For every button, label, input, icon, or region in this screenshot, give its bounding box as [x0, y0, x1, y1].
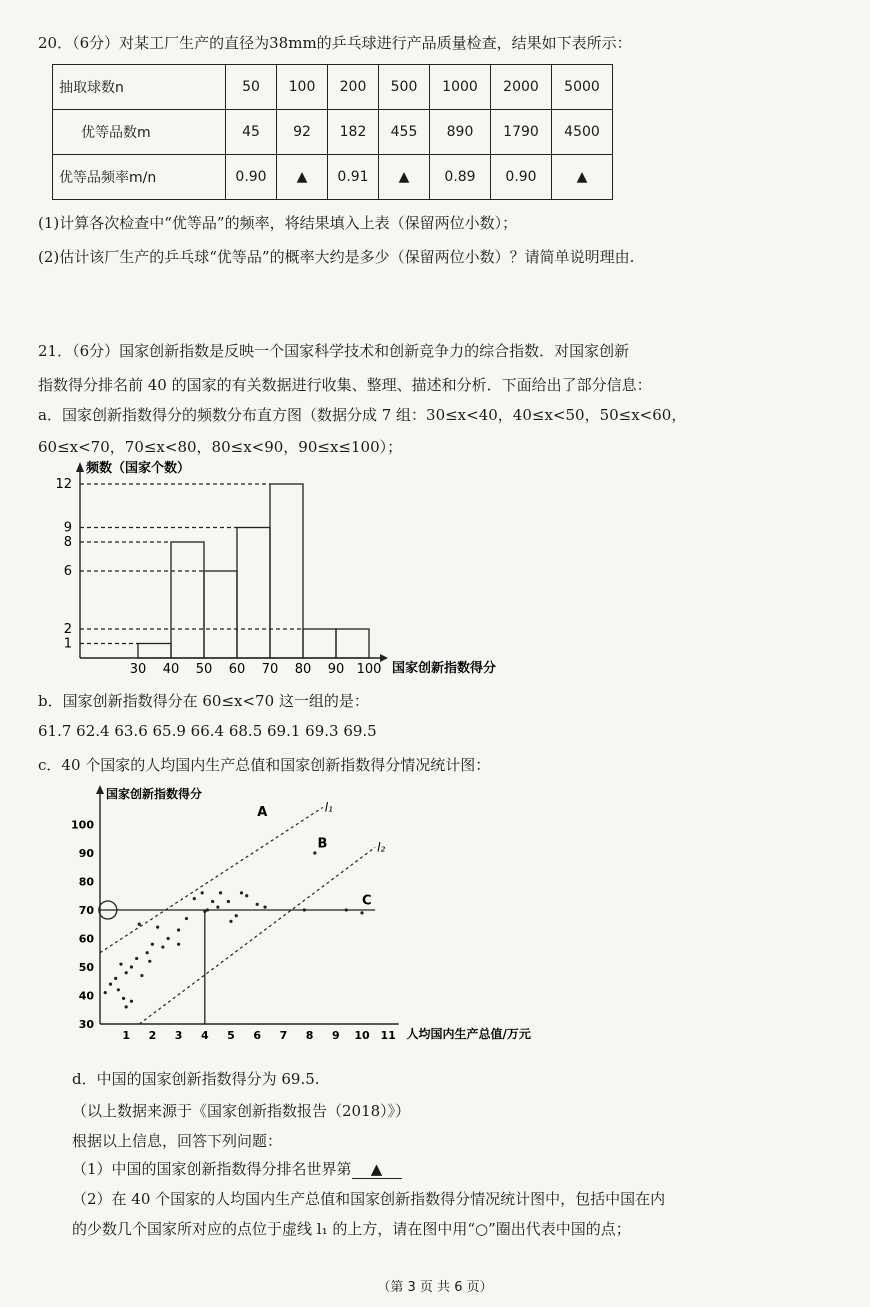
- table-cell: 2000: [491, 65, 552, 110]
- line-label: l₁: [324, 800, 333, 815]
- scatter-point: [125, 1005, 128, 1008]
- x-axis-arrow: [380, 654, 388, 662]
- scatter-point: [130, 1000, 133, 1003]
- y-axis-arrow: [96, 785, 104, 794]
- point-label: C: [362, 893, 372, 909]
- q20-table: [52, 64, 613, 200]
- x-axis-label: 人均国内生产总值/万元: [406, 1027, 531, 1041]
- scatter-point: [211, 900, 214, 903]
- x-tick-label: 2: [148, 1029, 157, 1042]
- scatter-point: [138, 923, 141, 926]
- scatter-point: [148, 960, 151, 963]
- table-cell: 500: [379, 65, 430, 110]
- y-tick-label: 1: [63, 636, 72, 652]
- reference-line: [139, 847, 375, 1024]
- answer-blank[interactable]: ▲: [379, 155, 430, 200]
- scatter-point: [203, 910, 206, 913]
- x-tick-label: 5: [227, 1029, 235, 1042]
- q20-title: 20．（6分）对某工厂生产的直径为38mm的乒乓球进行产品质量检查，结果如下表所示：: [38, 34, 632, 52]
- histogram-bar: [270, 484, 303, 658]
- scatter-point: [245, 894, 248, 897]
- table-cell: 1790: [491, 110, 552, 155]
- point-label: B: [317, 836, 328, 852]
- table-cell: 0.89: [430, 155, 491, 200]
- scatter-point: [130, 965, 133, 968]
- histogram-bar: [138, 644, 171, 659]
- scatter-point: [303, 908, 306, 911]
- y-tick-label: 2: [63, 622, 72, 637]
- x-tick-label: 100: [356, 662, 382, 677]
- scatter-point: [313, 851, 316, 854]
- x-tick-label: 11: [380, 1029, 396, 1042]
- y-tick-label: 9: [63, 520, 72, 536]
- x-tick-label: 40: [162, 662, 180, 677]
- table-cell: 92: [277, 110, 328, 155]
- q20-part1: (1)计算各次检查中“优等品”的频率，将结果填入上表（保留两位小数）；: [38, 214, 518, 232]
- scatter-point: [229, 920, 232, 923]
- scatter-point: [117, 988, 120, 991]
- q21-part1: [72, 1158, 402, 1179]
- q21-a-line2: 60≤x<70，70≤x<80，80≤x<90，90≤x≤100）；: [38, 438, 403, 456]
- x-tick-label: 4: [200, 1029, 209, 1042]
- scatter-point: [146, 951, 149, 954]
- scatter-point: [256, 903, 259, 906]
- table-cell: 182: [328, 110, 379, 155]
- scatter-point: [193, 897, 196, 900]
- table-cell: 50: [226, 65, 277, 110]
- q21-c-text: c．40 个国家的人均国内生产总值和国家创新指数得分情况统计图：: [38, 756, 491, 774]
- x-tick-label: 6: [253, 1029, 262, 1042]
- q21-intro-line1: 21．（6分）国家创新指数是反映一个国家科学技术和创新竞争力的综合指数．对国家创新: [38, 342, 630, 360]
- scatter-point: [235, 914, 238, 917]
- scatter-point: [345, 908, 348, 911]
- scatter-point: [151, 943, 154, 946]
- scatter-point: [219, 891, 222, 894]
- q21-a-line1: a．国家创新指数得分的频数分布直方图（数据分成 7 组：30≤x<40，40≤x<50，50≤x<60，: [38, 406, 687, 424]
- x-tick-label: 8: [305, 1029, 314, 1042]
- scatter-point: [201, 891, 204, 894]
- scatter-point: [177, 943, 180, 946]
- scatter-point: [104, 991, 107, 994]
- table-cell: 1000: [430, 65, 491, 110]
- scatter-point: [114, 977, 117, 980]
- scatter-point: [167, 937, 170, 940]
- table-row: [53, 110, 613, 155]
- table-cell: 200: [328, 65, 379, 110]
- q21-intro-line2: 指数得分排名前 40 的国家的有关数据进行收集、整理、描述和分析．下面给出了部分信息：: [38, 376, 652, 394]
- x-tick-label: 1: [122, 1029, 131, 1042]
- table-cell: 0.90: [226, 155, 277, 200]
- y-axis-label: 国家创新指数得分: [106, 787, 203, 801]
- scatter-point: [216, 906, 219, 909]
- scatter-point: [263, 906, 266, 909]
- histogram-bar: [171, 542, 204, 658]
- table-row: [53, 155, 613, 200]
- y-tick-label: 6: [63, 564, 72, 579]
- scatter-point: [156, 926, 159, 929]
- table-cell: 0.90: [491, 155, 552, 200]
- scatter-point: [177, 928, 180, 931]
- line-label: l₂: [377, 840, 386, 855]
- q21-d-text: d．中国的国家创新指数得分为 69.5.: [72, 1070, 320, 1088]
- q21-ask: 根据以上信息，回答下列问题：: [72, 1132, 283, 1150]
- y-axis-arrow: [76, 462, 84, 472]
- page-footer: （第 3 页 共 6 页）: [377, 1280, 493, 1295]
- x-tick-label: 90: [327, 662, 345, 677]
- x-tick-label: 7: [279, 1029, 288, 1042]
- x-axis-label: 国家创新指数得分: [392, 661, 497, 676]
- table-cell: 0.91: [328, 155, 379, 200]
- y-tick-label: 50: [78, 961, 94, 974]
- scatter-point: [119, 963, 122, 966]
- scatter-point: [140, 974, 143, 977]
- answer-blank[interactable]: ▲: [552, 155, 613, 200]
- q21-part2-line2: 的少数几个国家所对应的点位于虚线 l₁ 的上方，请在图中用“○”圈出代表中国的点；: [72, 1220, 631, 1238]
- scatter-point: [122, 997, 125, 1000]
- y-tick-label: 80: [78, 875, 94, 889]
- y-tick-label: 30: [78, 1018, 94, 1031]
- y-tick-label: 90: [78, 847, 94, 860]
- x-tick-label: 50: [195, 662, 213, 677]
- histogram-bar: [336, 629, 369, 658]
- scatter-point: [360, 911, 363, 914]
- y-tick-label: 12: [55, 477, 72, 492]
- q21-source: （以上数据来源于《国家创新指数报告（2018）》）: [72, 1102, 411, 1120]
- x-tick-label: 10: [354, 1029, 370, 1042]
- table-header-cell: 优等品频率m/n: [53, 155, 226, 200]
- table-cell: 45: [226, 110, 277, 155]
- scatter-point: [185, 917, 188, 920]
- table-cell: 890: [430, 110, 491, 155]
- y-tick-label: 70: [78, 904, 94, 917]
- reference-line: [100, 804, 323, 952]
- scatter-point: [240, 891, 243, 894]
- scatter-chart: [60, 782, 580, 1062]
- table-row: [53, 65, 613, 110]
- q21-part2-line1: （2）在 40 个国家的人均国内生产总值和国家创新指数得分情况统计图中，包括中国在内: [72, 1190, 666, 1208]
- table-header-cell: 优等品数m: [53, 110, 226, 155]
- scatter-point: [227, 900, 230, 903]
- q21-b-data: 61.7 62.4 63.6 65.9 66.4 68.5 69.1 69.3 69.5: [38, 722, 377, 740]
- x-tick-label: 60: [228, 662, 246, 677]
- histogram-bar: [204, 571, 237, 658]
- table-cell: 4500: [552, 110, 613, 155]
- y-tick-label: 100: [71, 818, 94, 832]
- table-cell: 100: [277, 65, 328, 110]
- table-cell: 5000: [552, 65, 613, 110]
- x-tick-label: 70: [261, 662, 279, 677]
- scatter-point: [109, 983, 112, 986]
- answer-blank[interactable]: ▲: [277, 155, 328, 200]
- scatter-point: [161, 945, 164, 948]
- histogram-bar: [303, 629, 336, 658]
- q21-b-text: b．国家创新指数得分在 60≤x<70 这一组的是：: [38, 692, 369, 710]
- y-axis-label: 频数（国家个数）: [86, 461, 191, 476]
- answer-blank[interactable]: ▲: [352, 1160, 402, 1179]
- y-tick-label: 60: [78, 932, 94, 946]
- q20-part2: (2)估计该厂生产的乒乓球“优等品”的概率大约是多少（保留两位小数）？请简单说明理由.: [38, 248, 635, 266]
- point-label: A: [257, 804, 268, 820]
- scatter-point: [135, 957, 138, 960]
- table-header-cell: 抽取球数n: [53, 65, 226, 110]
- x-tick-label: 30: [129, 662, 147, 677]
- y-tick-label: 40: [78, 989, 94, 1003]
- y-tick-label: 8: [63, 535, 72, 550]
- scatter-point: [125, 971, 128, 974]
- table-cell: 455: [379, 110, 430, 155]
- histogram-chart: [30, 458, 590, 688]
- q21-part1-text: （1）中国的国家创新指数得分排名世界第: [72, 1160, 352, 1178]
- x-tick-label: 3: [174, 1029, 183, 1042]
- x-tick-label: 9: [331, 1029, 340, 1042]
- histogram-bar: [237, 528, 270, 659]
- x-tick-label: 80: [294, 662, 312, 677]
